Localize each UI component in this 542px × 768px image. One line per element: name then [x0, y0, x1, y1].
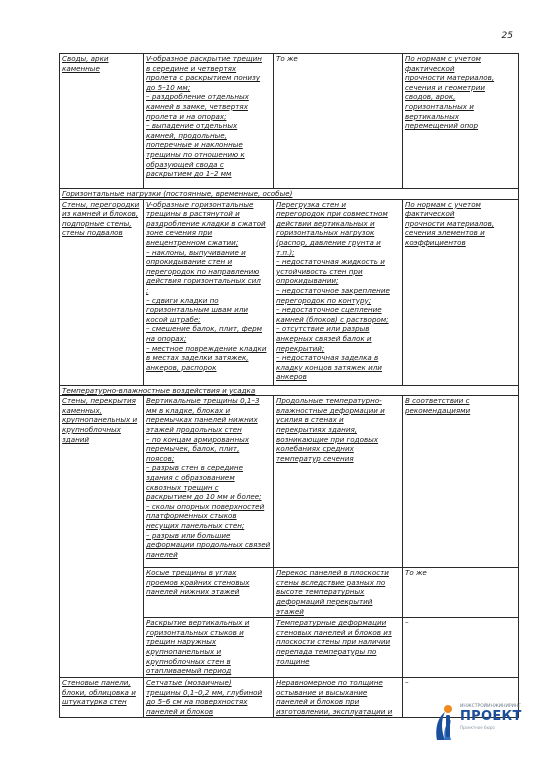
cause-cell: Температурные деформации стеновых панелей и блоков из плоскости стены при наличии перепада температуры по толщине — [274, 618, 403, 678]
section-row — [60, 189, 519, 200]
calculation-cell: – — [403, 618, 519, 678]
section-heading: Температурно-влажностные воздействия и усадка — [60, 385, 519, 396]
section-heading: Горизонтальные нагрузки (постоянные, временные, особые) — [60, 189, 519, 200]
element-cell: Стеновые панели, блоки, облицовка и штукатурка стен — [60, 678, 144, 718]
cause-cell: Неравномерное по толщине остывание и высыхание панелей и блоков при изготовлении, эксплуатации и — [274, 678, 403, 718]
defect-cell: Вертикальные трещины 0,1–3 мм в кладке, блоках и перемычках панелей нижних этажей продольных стен – по концам армированных перемычек, балок, плит, поясов; – разрыв стен в середине здания с образованием сквозных трещин с раскрытием до 10 мм и более; – сколы опорных поверхностей платформенных стыков несущих панельных стен; – разрыв или большие деформации продольных связей панелей — [144, 396, 274, 568]
calculation-cell: В соответствии с рекомендациями — [403, 396, 519, 568]
calculation-cell: По нормам с учетом фактической прочности материалов, сечения и геометрии сводов, арок, горизонтальных и вертикальных перемещений опор — [403, 54, 519, 189]
cause-cell: Продольные температурно- влажностные деформации и усилия в стенах и перекрытиях здания, возникающие при годовых колебаниях средних температур сечения — [274, 396, 403, 568]
defects-table — [59, 53, 522, 718]
defect-cell: V-образные горизонтальные трещины в растянутой и раздробление кладки в сжатой зоне сечения при внецентренном сжатии; – наклоны, выпучивание и опрокидывание стен и перегородок по направлению действия горизонтальных сил ; – сдвиги кладки по горизонтальным швам или косой штрабе; – смешение балок, плит, ферм на опорах; – местное повреждение кладки в местах заделки затяжек, анкеров, распорок — [144, 199, 274, 385]
table-row — [60, 199, 519, 385]
defect-cell: Косые трещины в углах проемов крайних стеновых панелей нижних этажей — [144, 568, 274, 618]
calculation-cell: По нормам с учетом фактической прочности материалов, сечения элементов и коэффициентов — [403, 199, 519, 385]
defect-cell: V-образное раскрытие трещин в середине и четвертях пролета с раскрытием понизу до 5–10 мм; – раздробление отдельных камней в замке, четвертях пролета и на опорах; – выпадение отдельных камней, продольные, поперечные и наклонные трещины по отношению к образующей свода с раскрытием до 1–2 мм — [144, 54, 274, 189]
calculation-cell: То же — [403, 568, 519, 618]
defect-cell: Сетчатые (мозаичные) трещины 0,1–0,2 мм, глубиной до 5–6 см на поверхностях панелей и блоков — [144, 678, 274, 718]
page-number: 25 — [501, 31, 513, 41]
logo-caption-top: ИНЖСТРОЙИНЖИНИРИНГ — [460, 704, 522, 709]
table-row — [60, 396, 519, 568]
element-cell: Стены, перегородки из камней и блоков, подпорные стены, стены подвалов — [60, 199, 144, 385]
section-row — [60, 385, 519, 396]
cause-cell: То же — [274, 54, 403, 189]
table-row — [60, 54, 519, 189]
logo-figure-icon — [433, 702, 461, 746]
company-logo — [433, 694, 533, 758]
element-cell: Своды, арки каменные — [60, 54, 144, 189]
cause-cell: Перегрузка стен и перегородок при совместном действии вертикальных и горизонтальных нагрузок (распор, давление грунта и т.п.); – недостаточная жидкость и устойчивость стен при опрокидывании; – недостаточное закрепление перегородок по контуру; – недостаточное сцепление камней (блоков) с раствором; – отсутствие или разрыв анкерных связей балок и перекрытий; – недостаточная заделка в кладку концов затяжек или анкеров — [274, 199, 403, 385]
element-cell: Стены, перекрытия каменных, крупнопанельных и крупноблочных зданий — [60, 396, 144, 678]
defect-cell: Раскрытие вертикальных и горизонтальных стыков и трещин наружных крупнопанельных и крупноблочных стен в отапливаемый период — [144, 618, 274, 678]
logo-caption-bottom: Проектное бюро — [460, 725, 495, 730]
logo-wordmark: ПРОЕКТ — [460, 709, 522, 724]
cause-cell: Перекос панелей в плоскости стены вследствие разных по высоте температурных деформаций перекрытий этажей — [274, 568, 403, 618]
calculation-cell: – — [403, 678, 519, 718]
